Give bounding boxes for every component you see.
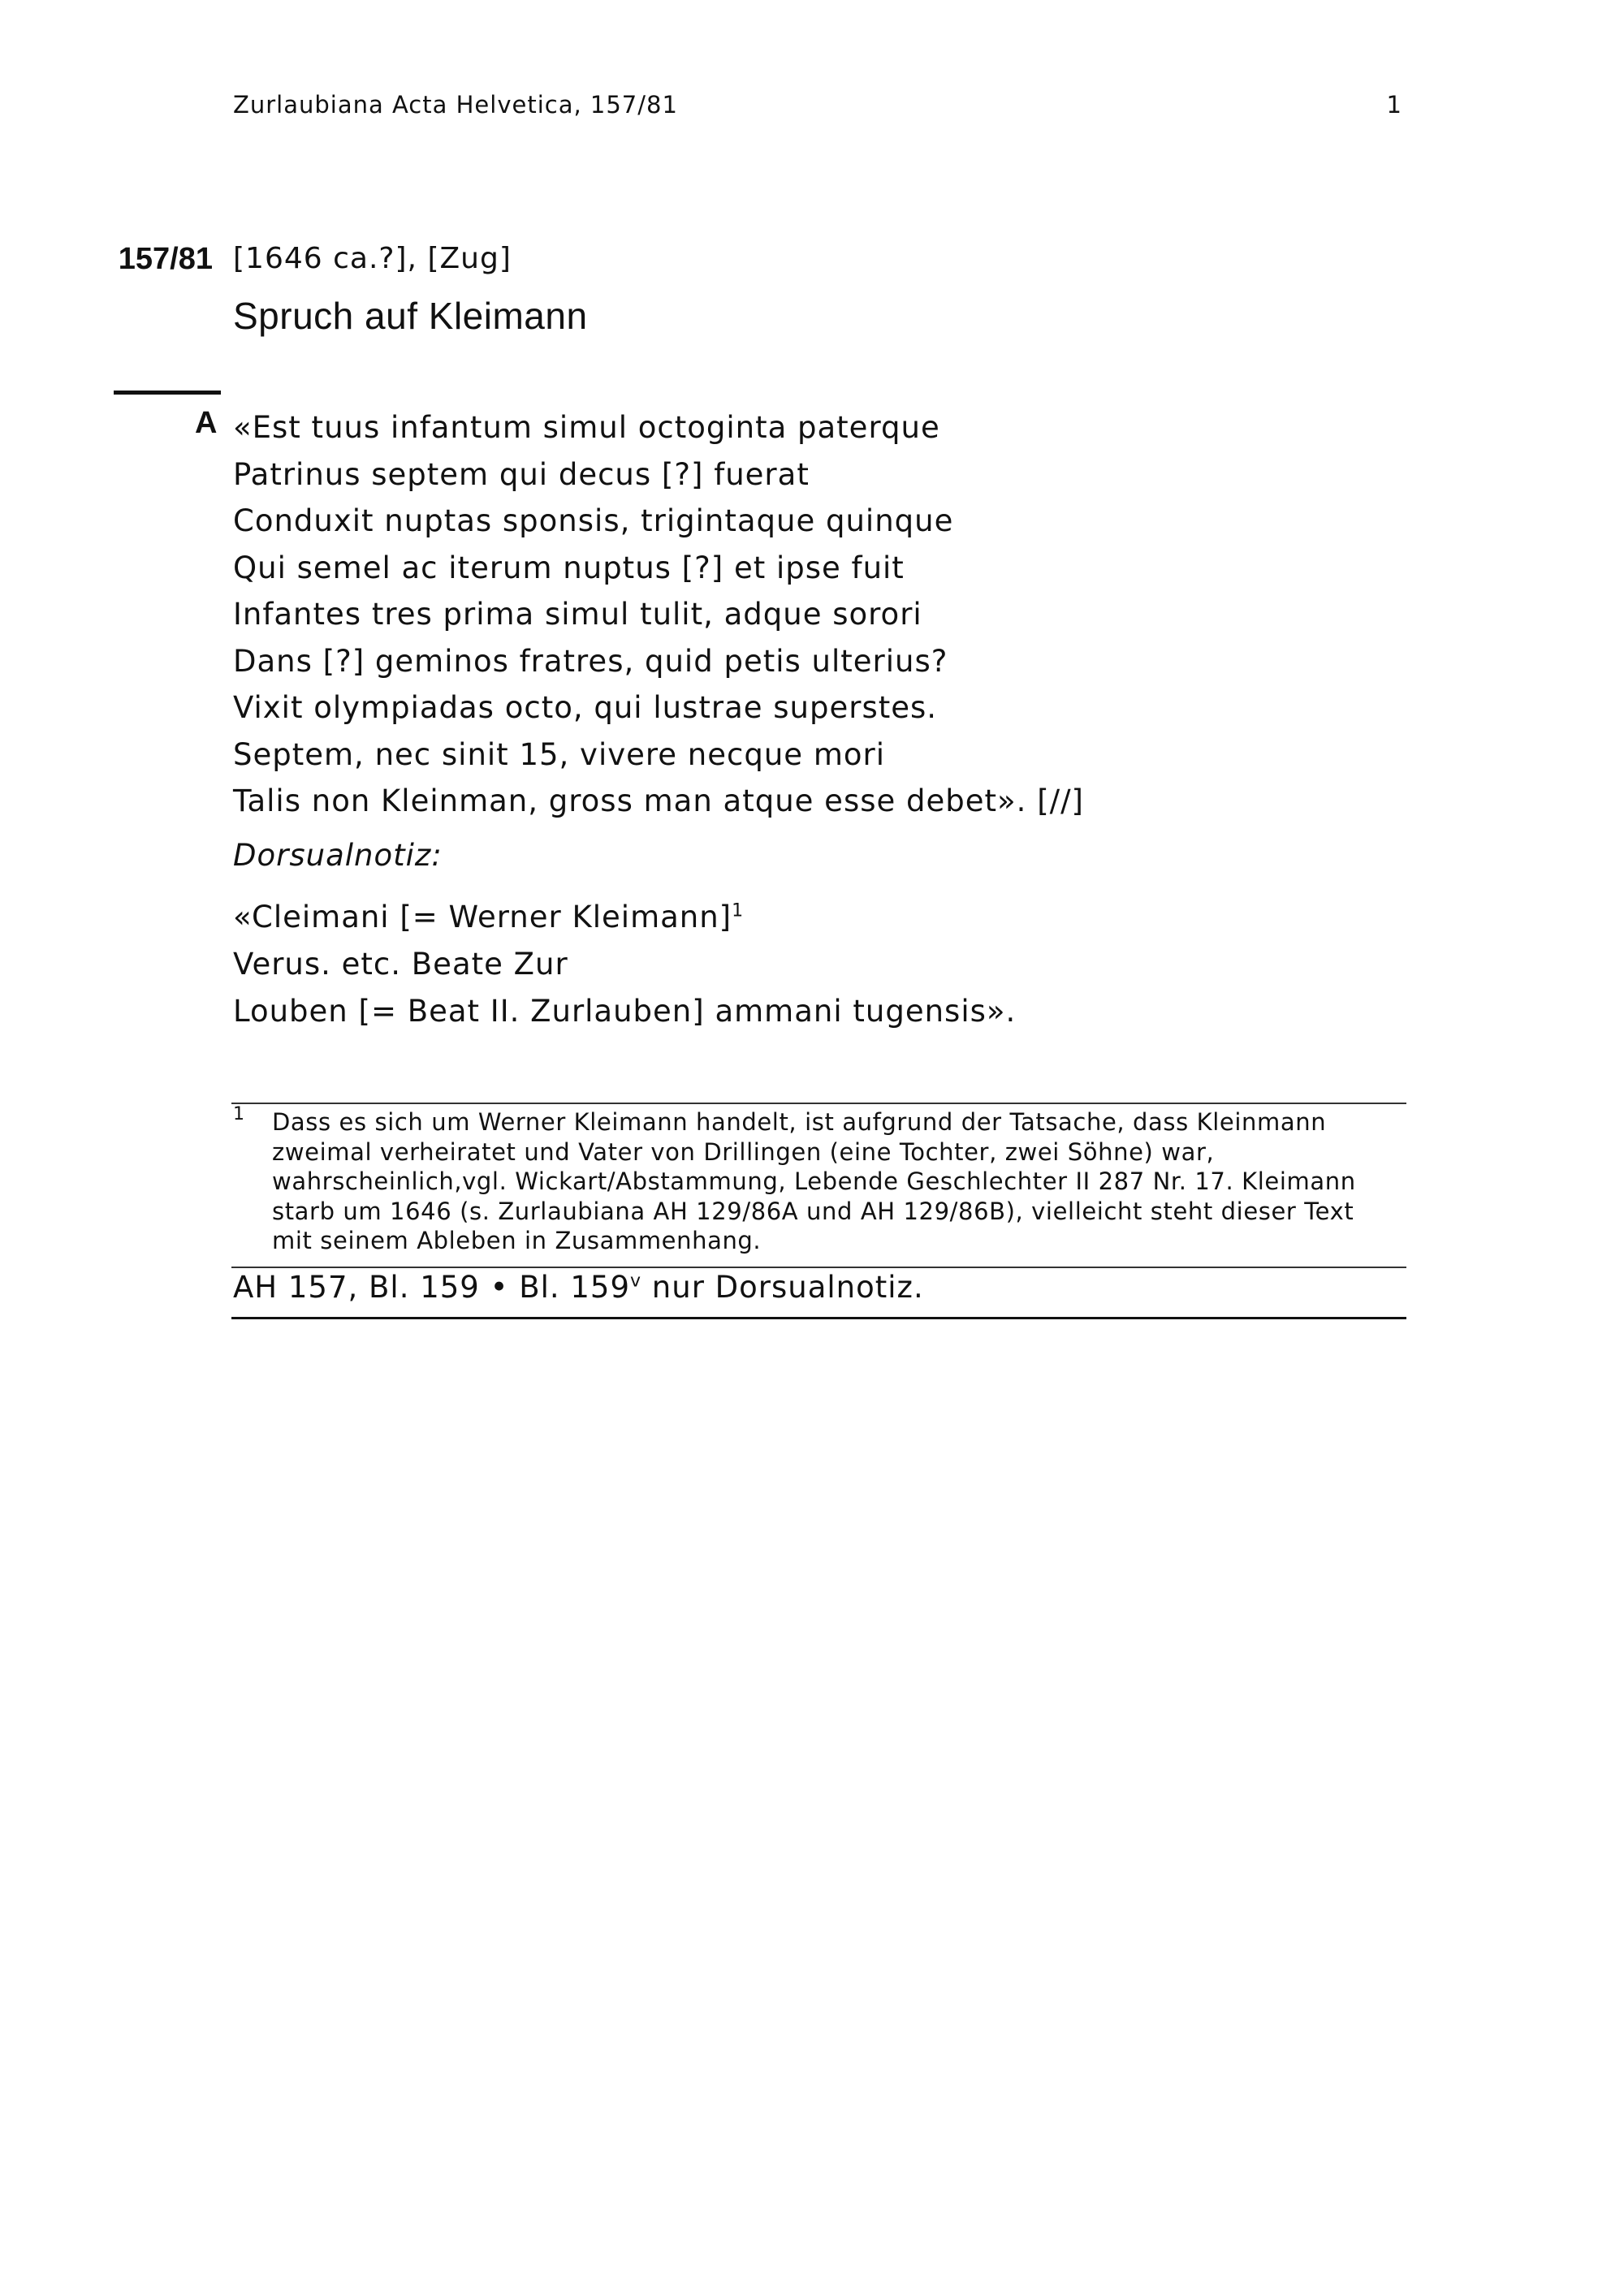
source-bottom-rule <box>231 1317 1406 1319</box>
running-head-title: Zurlaubiana Acta Helvetica, 157/81 <box>233 91 678 119</box>
poem-line: Dans [?] geminos fratres, quid petis ulterius? <box>233 643 948 679</box>
poem-line: Qui semel ac iterum nuptus [?] et ipse fuit <box>233 550 905 585</box>
document-title: Spruch auf Kleimann <box>233 295 588 337</box>
footnote-mark: 1 <box>233 1104 244 1124</box>
document-date-place: [1646 ca.?], [Zug] <box>233 242 512 275</box>
section-letter: A <box>195 406 218 440</box>
footnote-text <box>272 1107 1405 1256</box>
poem-line: Patrinus septem qui decus [?] fuerat <box>233 456 810 492</box>
footnote-line: zweimal verheiratet und Vater von Drillingen (eine Tochter, zwei Söhne) war, <box>272 1137 1215 1166</box>
source-note <box>233 1270 924 1305</box>
footnote-line: mit seinem Ableben in Zusammenhang. <box>272 1227 762 1254</box>
footnote-reference[interactable]: 1 <box>732 900 745 921</box>
source-text-end: nur Dorsualnotiz. <box>641 1270 924 1305</box>
poem-line: Infantes tres prima simul tulit, adque sorori <box>233 597 922 632</box>
footnote-line: wahrscheinlich,vgl. Wickart/Abstammung, Lebende Geschlechter II 287 Nr. 17. Kleimann <box>272 1167 1356 1195</box>
footnote-line: starb um 1646 (s. Zurlaubiana AH 129/86A und AH 129/86B), vielleicht steht dieser Text <box>272 1197 1354 1225</box>
source-text: AH 157, Bl. 159 • Bl. 159 <box>233 1270 630 1305</box>
poem-line: «Est tuus infantum simul octoginta paterque <box>233 410 940 445</box>
dorsual-note <box>233 894 1016 1035</box>
section-divider <box>114 391 221 395</box>
footnote-line: Dass es sich um Werner Kleimann handelt, ist aufgrund der Tatsache, dass Kleinmann <box>272 1108 1327 1136</box>
source-top-rule <box>231 1267 1406 1268</box>
dorsual-line-text: «Cleimani [= Werner Kleimann] <box>233 900 732 934</box>
poem-line: Talis non Kleinman, gross man atque esse debet». [//] <box>233 783 1084 818</box>
poem-line: Conduxit nuptas sponsis, trigintaque quinque <box>233 503 954 538</box>
dorsual-line <box>233 894 1016 941</box>
poem-text <box>233 404 1084 825</box>
dorsual-line: Verus. etc. Beate Zur <box>233 947 568 982</box>
document-number: 157/81 <box>118 242 213 276</box>
page-number: 1 <box>1386 91 1402 119</box>
dorsual-line: Louben [= Beat II. Zurlauben] ammani tugensis». <box>233 994 1017 1029</box>
poem-line: Vixit olympiadas octo, qui lustrae superstes. <box>233 690 938 725</box>
verso-mark: v <box>630 1271 642 1292</box>
poem-line: Septem, nec sinit 15, vivere necque mori <box>233 736 885 772</box>
footnote-separator <box>231 1103 1406 1104</box>
dorsual-note-label: Dorsualnotiz: <box>233 838 443 873</box>
